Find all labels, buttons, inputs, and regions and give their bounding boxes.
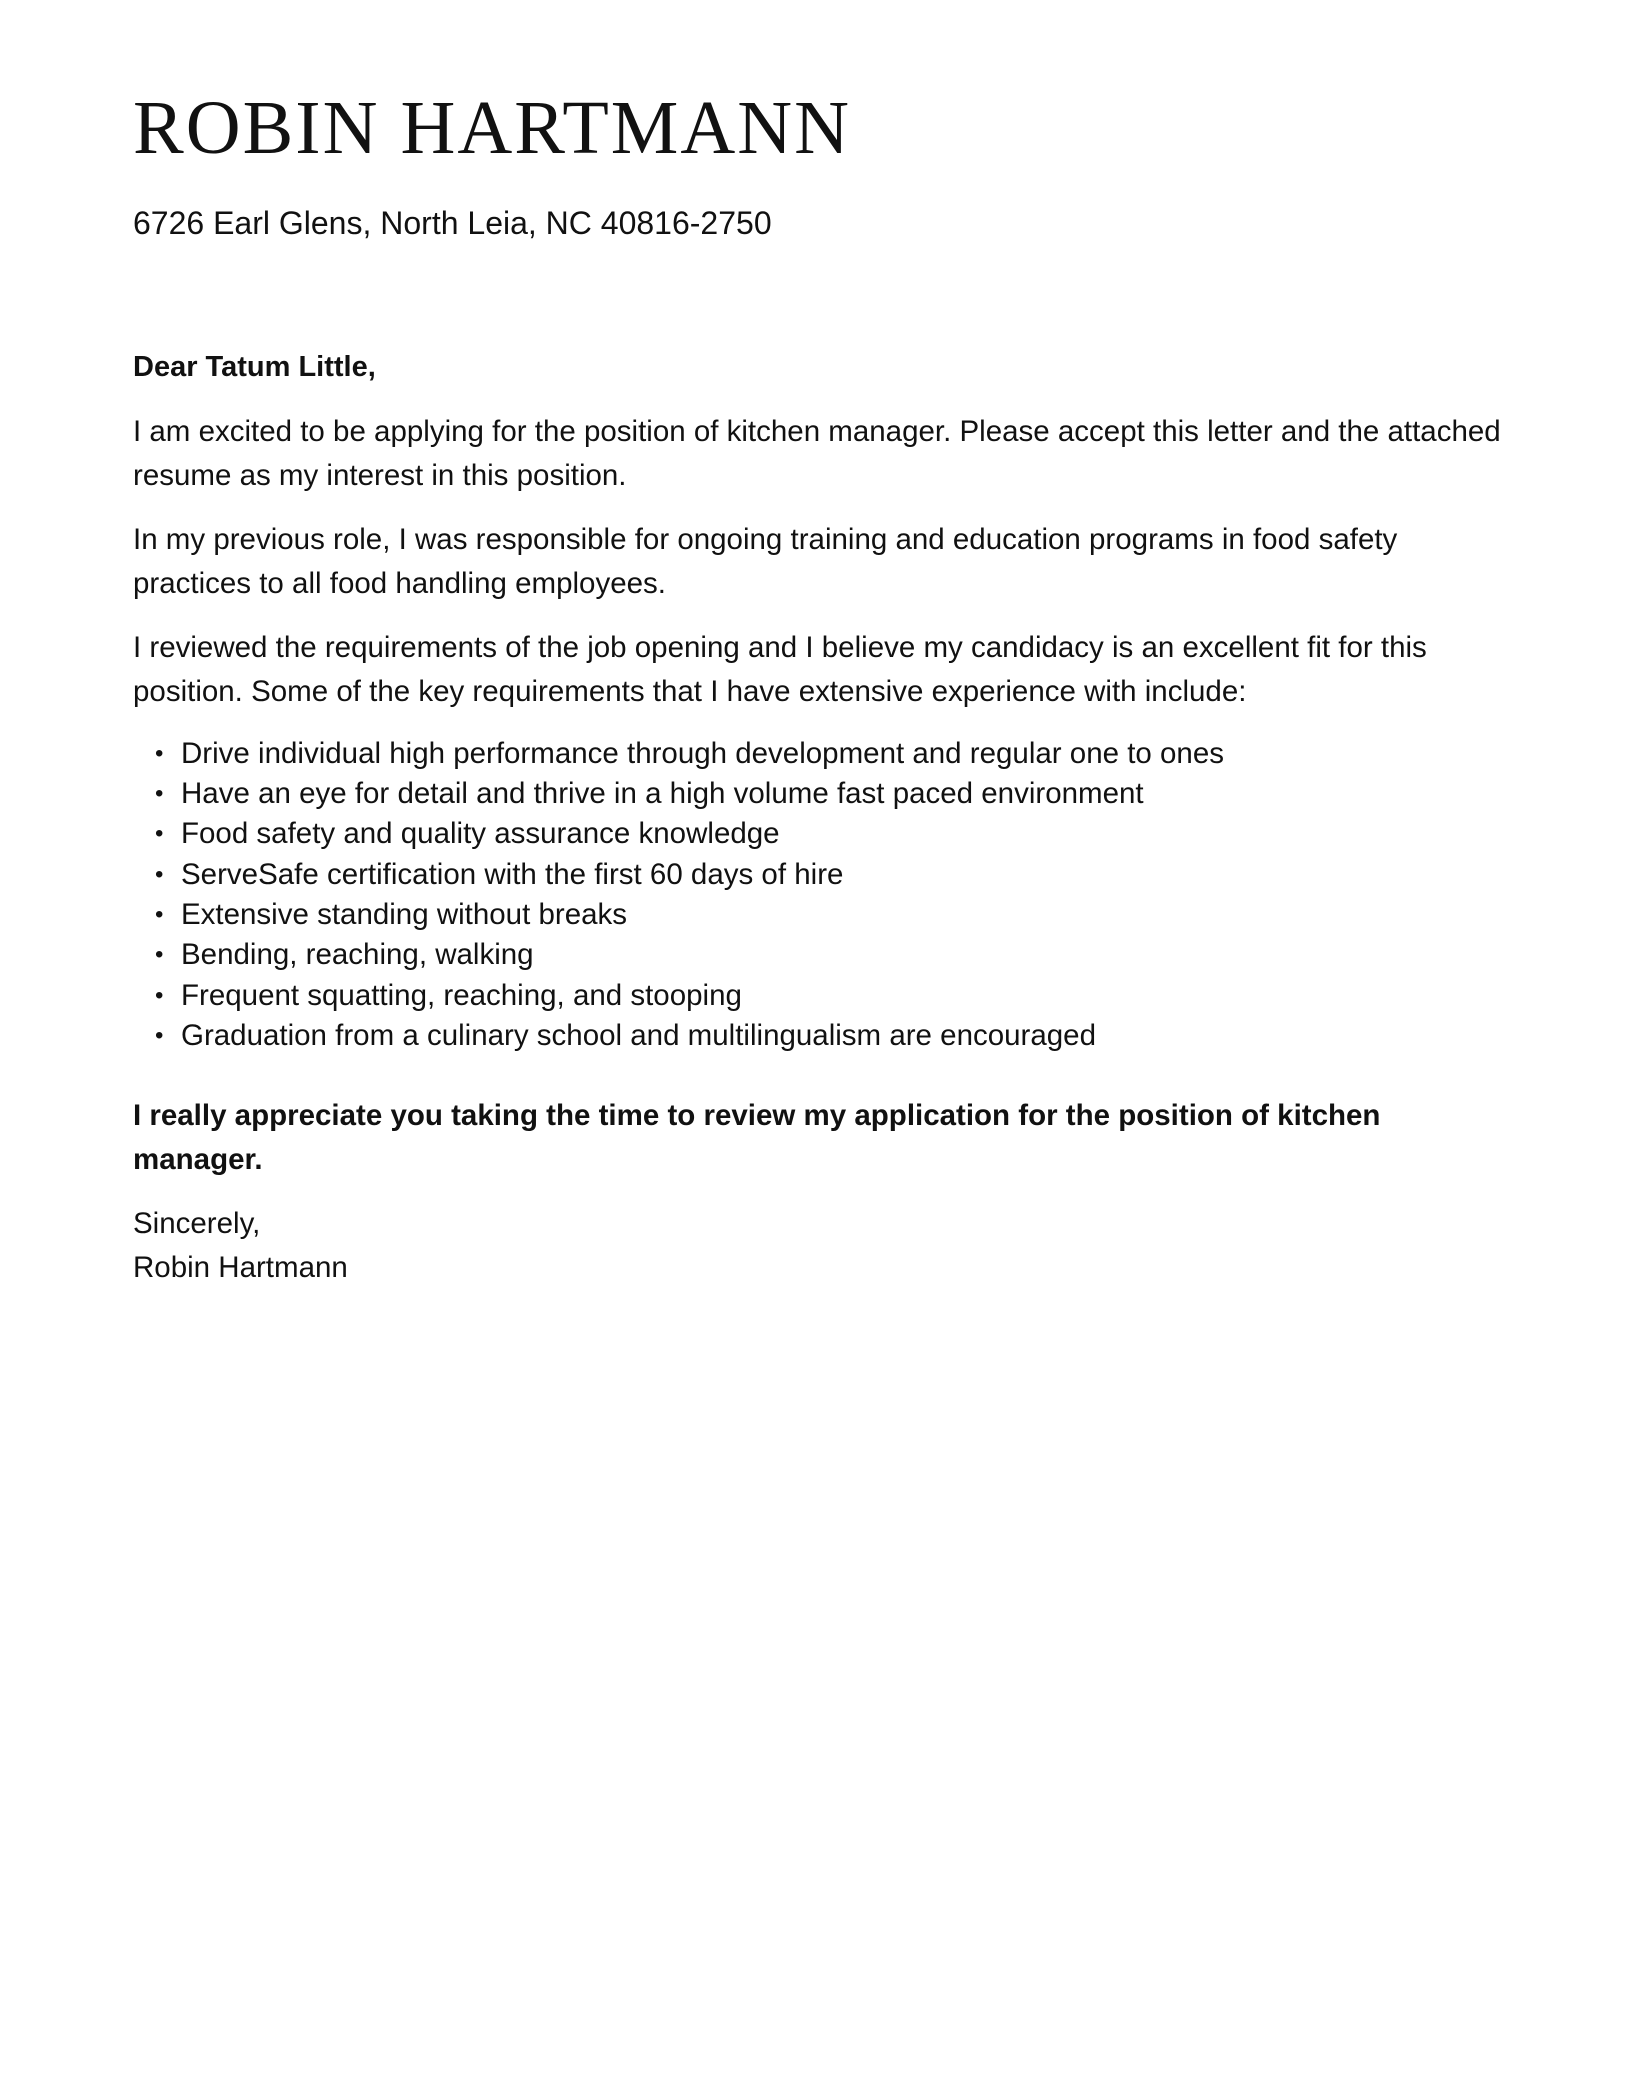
cover-letter-page bbox=[133, 86, 1503, 1290]
letter-signoff bbox=[133, 1202, 1503, 1290]
letter-paragraph-experience: In my previous role, I was responsible for ongoing training and education programs in food safety practices to all food handling employees. bbox=[133, 522, 1398, 600]
requirement-text: Drive individual high performance through development and regular one to ones bbox=[181, 736, 1224, 770]
bullet-icon: • bbox=[155, 1021, 164, 1049]
requirement-text: Extensive standing without breaks bbox=[181, 898, 628, 932]
letter-salutation: Dear Tatum Little, bbox=[133, 351, 376, 384]
requirement-text: Graduation from a culinary school and multilingualism are encouraged bbox=[181, 1018, 1096, 1052]
bullet-icon: • bbox=[155, 739, 164, 767]
requirements-list bbox=[133, 734, 1503, 1056]
bullet-icon: • bbox=[155, 941, 164, 969]
requirement-text: Food safety and quality assurance knowledge bbox=[181, 817, 780, 851]
list-item bbox=[133, 855, 1503, 895]
bullet-icon: • bbox=[155, 981, 164, 1009]
signoff-phrase: Sincerely, bbox=[133, 1207, 261, 1241]
list-item bbox=[133, 895, 1503, 935]
list-item bbox=[133, 734, 1503, 774]
list-item bbox=[133, 935, 1503, 975]
requirement-text: Frequent squatting, reaching, and stooping bbox=[181, 978, 742, 1012]
requirement-text: ServeSafe certification with the first 60 days of hire bbox=[181, 857, 844, 891]
letter-paragraph-requirements: I reviewed the requirements of the job opening and I believe my candidacy is an excellent fit for this position. Some of the key requirements that I have extensive experience with include: bbox=[133, 630, 1427, 708]
bullet-icon: • bbox=[155, 820, 164, 848]
list-item bbox=[133, 774, 1503, 814]
letter-paragraph-intro: I am excited to be applying for the position of kitchen manager. Please accept this letter and the attached resume as my interest in this position. bbox=[133, 414, 1501, 492]
applicant-name-heading: ROBIN HARTMANN bbox=[133, 86, 852, 170]
applicant-address: 6726 Earl Glens, North Leia, NC 40816-2750 bbox=[133, 205, 772, 241]
requirement-text: Have an eye for detail and thrive in a high volume fast paced environment bbox=[181, 777, 1144, 811]
bullet-icon: • bbox=[155, 780, 164, 808]
bullet-icon: • bbox=[155, 860, 164, 888]
bullet-icon: • bbox=[155, 901, 164, 929]
requirement-text: Bending, reaching, walking bbox=[181, 938, 534, 972]
letter-closing-paragraph: I really appreciate you taking the time to review my application for the position of kitchen manager. bbox=[133, 1099, 1381, 1177]
list-item bbox=[133, 976, 1503, 1016]
list-item bbox=[133, 1016, 1503, 1056]
signature-name: Robin Hartmann bbox=[133, 1251, 348, 1285]
list-item bbox=[133, 814, 1503, 854]
